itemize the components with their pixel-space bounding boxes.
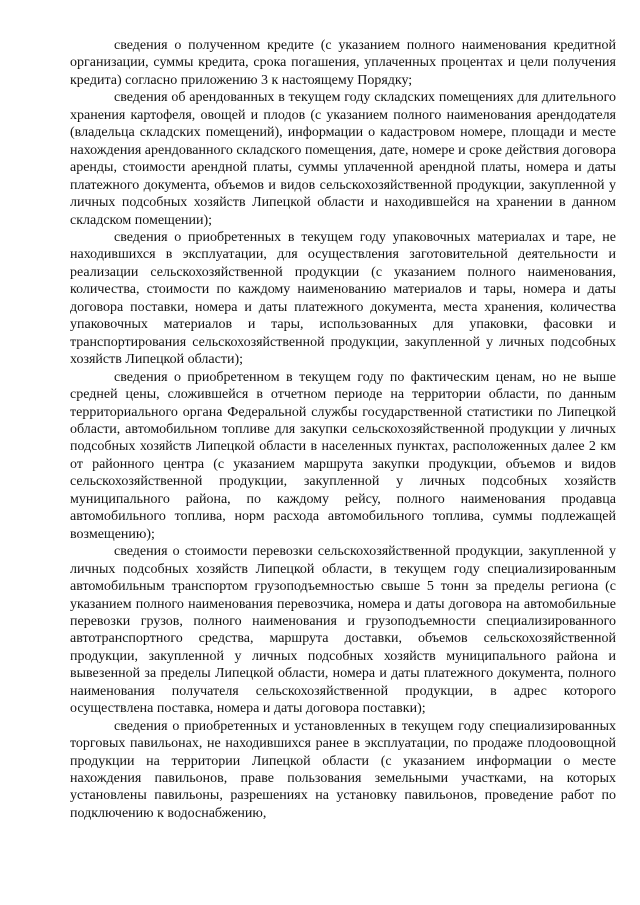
paragraph-motor-fuel: сведения о приобретенном в текущем году по фактическим ценам, но не выше средней цены, сложившейся в отчетном периоде на территории области, по данным территориального органа Федеральной службы государственной статистики по Липецкой области, автомобильном топливе для закупки сельскохозяйственной продукции у личных подсобных хозяйств Липецкой области в населенных пунктах, расположенных далее 2 км от районного центра (с указанием маршрута закупки продукции, объемов и видов сельскохозяйственной продукции, закупленной у личных подсобных хозяйств муниципального района, по каждому рейсу, полного наименования продавца автомобильного топлива, норм расхода автомобильного топлива, суммы подлежащей возмещению); (70, 369, 616, 542)
paragraph-transport-cost: сведения о стоимости перевозки сельскохозяйственной продукции, закупленной у личных подсобных хозяйств Липецкой области, в текущем году специализированным автомобильным транспортом грузоподъемностью свыше 5 тонн за пределы региона (с указанием полного наименования перевозчика, номера и даты договора на автомобильные перевозки грузов, полного наименования и грузоподъемности специализированного автотранспортного средства, маршрута доставки, объемов сельскохозяйственной продукции, закупленной у личных подсобных хозяйств муниципального района и вывезенной за пределы Липецкой области, номера и даты платежного документа, полного наименования получателя сельскохозяйственной продукции, в адрес которого осуществлена поставка, номера и даты договора поставки); (70, 544, 616, 717)
paragraph-trade-pavilions: сведения о приобретенных и установленных в текущем году специализированных торговых павильонах, не находившихся ранее в эксплуатации, по продаже плодоовощной продукции на территории Липецкой области (с указанием информации о месте нахождения павильонов, праве пользования земельными участками, на которых установлены павильоны, разрешениях на установку павильонов, проведение работ по подключению к водоснабжению, (70, 718, 616, 821)
paragraph-packaging-materials: сведения о приобретенных в текущем году упаковочных материалах и таре, не находившихся в эксплуатации, для осуществления заготовительной деятельности и реализации сельскохозяйственной продукции (с указанием полного наименования, количества, стоимости по каждому наименованию материалов и тары, номера и даты договора поставки, номера и даты платежного документа, места хранения, количества упаковочных материалов и тары, использованных для упаковки, фасовки и транспортирования сельскохозяйственной продукции, закупленной у личных подсобных хозяйств Липецкой области); (70, 229, 616, 368)
paragraph-credit-info: сведения о полученном кредите (с указанием полного наименования кредитной организации, суммы кредита, срока погашения, уплаченных процентах и цели получения кредита) согласно приложению 3 к настоящему Порядку; (70, 38, 616, 88)
paragraph-rented-warehouses: сведения об арендованных в текущем году складских помещениях для длительного хранения картофеля, овощей и плодов (с указанием полного наименования арендодателя (владельца складских помещений), информации о кадастровом номере, площади и месте нахождения арендованного складского помещения, дате, номере и сроке действия договора аренды, стоимости арендной платы, суммы уплаченной арендной платы, номера и даты платежного документа, объемов и видов сельскохозяйственной продукции, закупленной у личных подсобных хозяйств Липецкой области и находившейся на хранении в данном складском помещении); (70, 90, 616, 228)
document-page (70, 37, 616, 822)
